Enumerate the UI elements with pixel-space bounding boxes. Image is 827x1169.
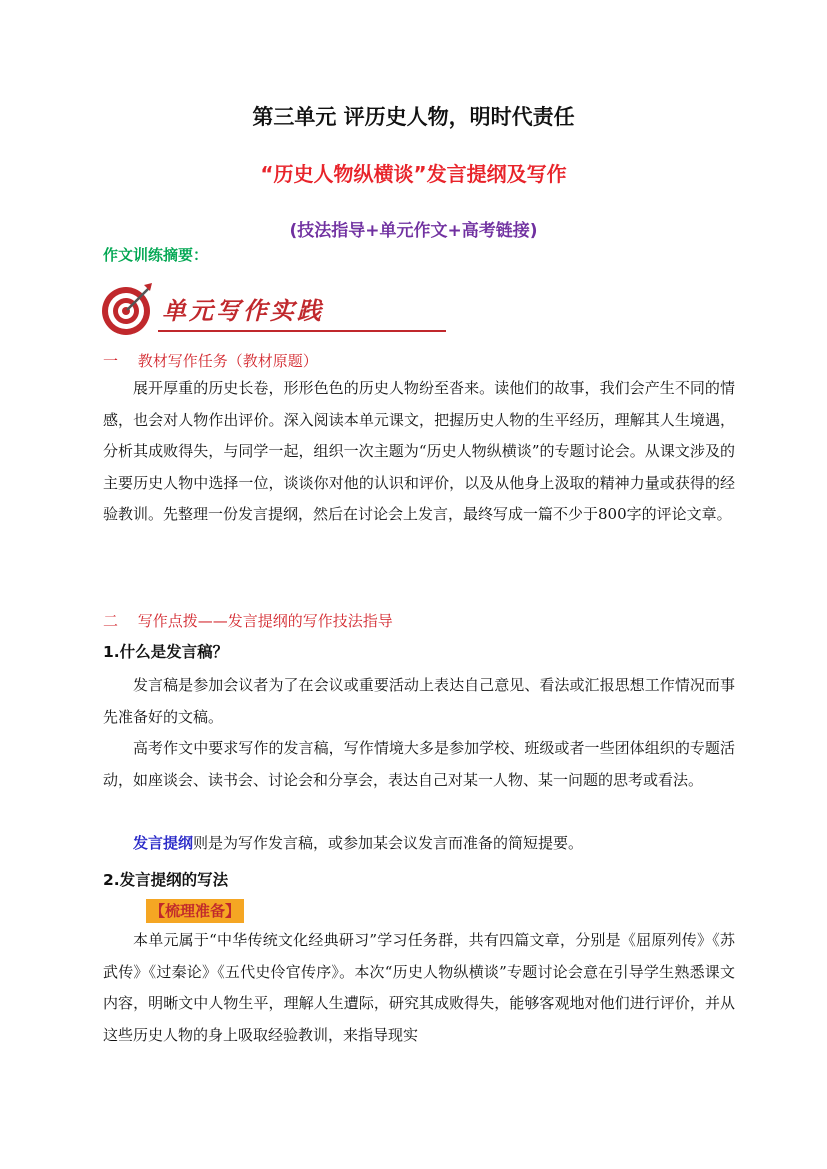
paragraph-exam-context: 高考作文中要求写作的发言稿，写作情境大多是参加学校、班级或者一些团体组织的专题活动，如座谈会、读书会、讨论会和分享会，表达自己对某一人物、某一问题的思考或看法。 xyxy=(103,739,735,789)
banner-title: 单元写作实践 xyxy=(162,296,324,325)
paragraph-unit-overview: 本单元属于“中华传统文化经典研习”学习任务群，共有四篇文章，分别是《屈原列传》《苏武传》《过秦论》《五代史伶官传序》。本次“历史人物纵横谈”专题讨论会意在引导学生熟悉课文内容，明晰文中人物生平，理解人生遭际，研究其成败得失，能够客观地对他们进行评价，并从这些历史人物的身上吸取经验教训，来指导现实 xyxy=(103,931,735,1044)
section-2-number: 二 xyxy=(103,612,119,630)
section-2-heading xyxy=(103,610,393,631)
section-1-paragraph: 展开厚重的历史长卷，形形色色的历史人物纷至沓来。读他们的故事，我们会产生不同的情感，也会对人物作出评价。深入阅读本单元课文，把握历史人物的生平经历，理解其人生境遇，分析其成败得失，与同学一起，组织一次主题为“历史人物纵横谈”的专题讨论会。从课文涉及的主要历史人物中选择一位，谈谈你对他的认识和评价，以及从他身上汲取的精神力量或获得的经验教训。先整理一份发言提纲，然后在讨论会上发言，最终写成一篇不少于800字的评论文章。 xyxy=(103,379,735,523)
section-2-title: 写作点拨——发言提纲的写作技法指导 xyxy=(137,612,393,630)
page-subtitle: “历史人物纵横谈”发言提纲及写作 xyxy=(260,162,567,186)
paragraph-outline-definition xyxy=(103,828,735,860)
question-2-heading: 2.发言提纲的写法 xyxy=(103,871,229,889)
outline-definition-text: 则是为写作发言稿，或参加某会议发言而准备的简短提要。 xyxy=(193,834,584,852)
writing-practice-banner xyxy=(100,281,350,337)
summary-label: 作文训练摘要： xyxy=(103,246,209,264)
page-subtitle-paren: (技法指导+单元作文+高考链接) xyxy=(289,221,538,241)
section-1-title: 教材写作任务（教材原题） xyxy=(137,352,318,370)
preparation-tag: 【梳理准备】 xyxy=(146,899,244,923)
question-1-heading: 1.什么是发言稿？ xyxy=(103,643,229,661)
target-icon xyxy=(100,281,156,337)
keyword-outline: 发言提纲 xyxy=(133,834,194,852)
paragraph-speech-definition: 发言稿是参加会议者为了在会议或重要活动上表达自己意见、看法或汇报思想工作情况而事先准备好的文稿。 xyxy=(103,676,735,726)
section-1-number: 一 xyxy=(103,352,119,370)
banner-underline xyxy=(158,330,446,332)
page-title: 第三单元 评历史人物，明时代责任 xyxy=(252,105,575,129)
section-1-heading xyxy=(103,350,318,371)
